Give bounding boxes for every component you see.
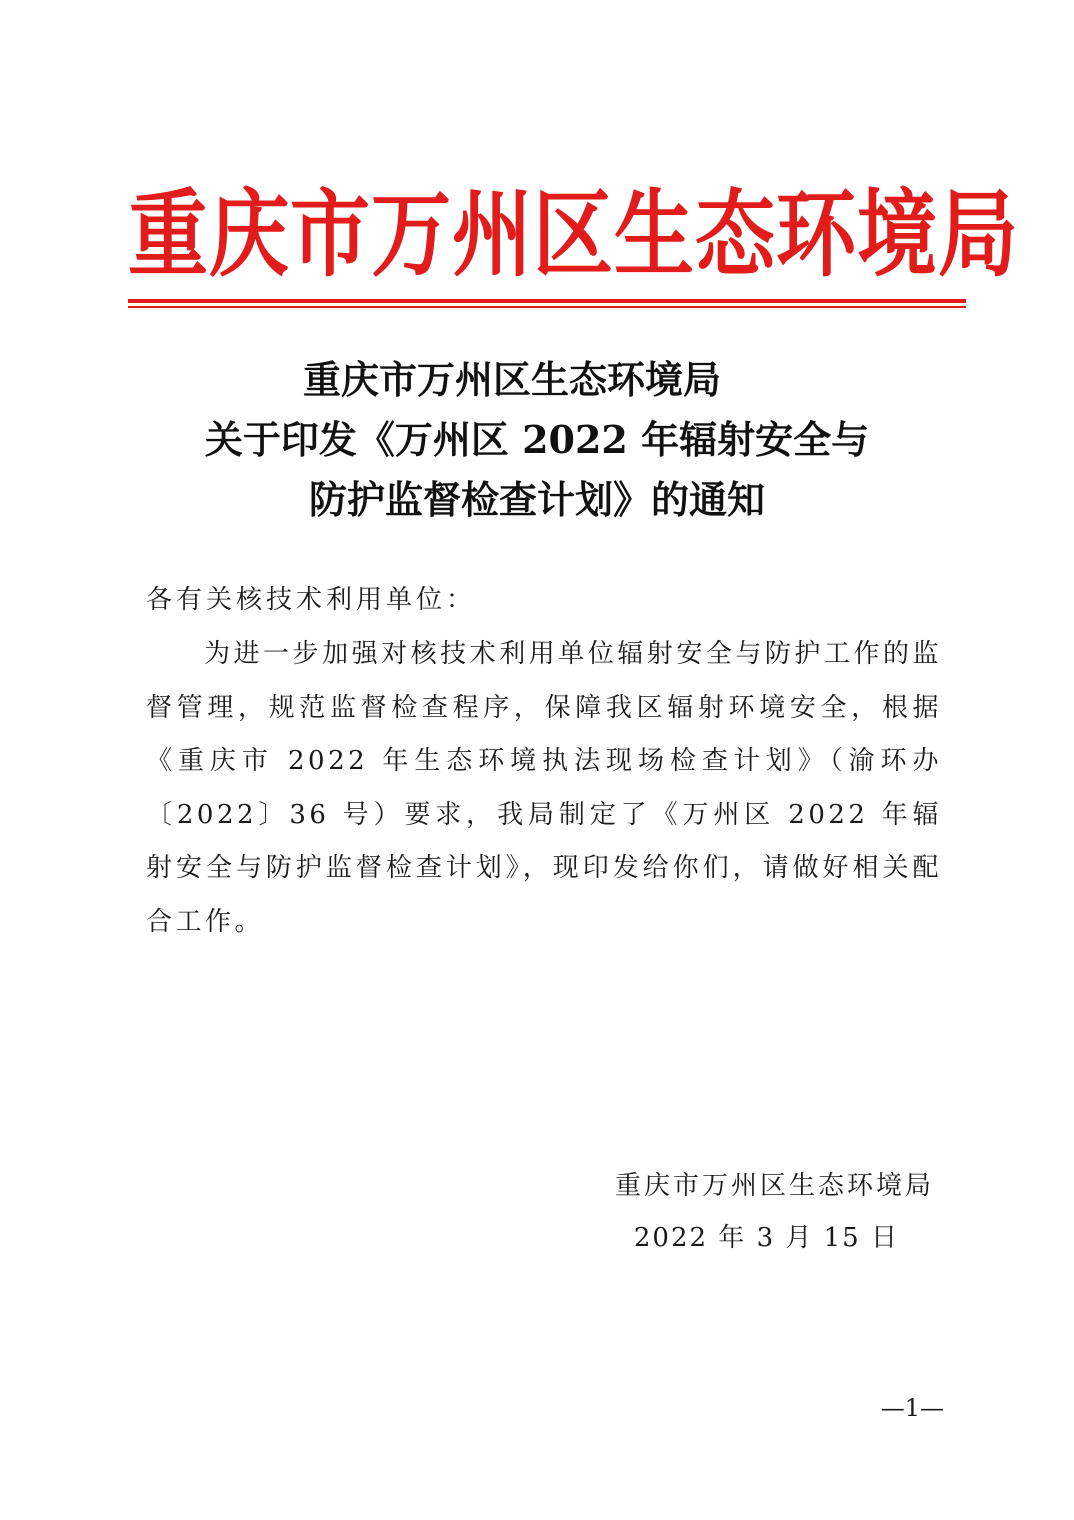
letterhead-title: 重庆市万州区生态环境局	[128, 179, 1019, 290]
title-line-1: 重庆市万州区生态环境局	[302, 357, 721, 402]
page-number: —1—	[880, 1394, 944, 1422]
body-paragraph: 为进一步加强对核技术利用单位辐射安全与防护工作的监督管理，规范监督检查程序，保障我区辐射环境安全，根据《重庆市 2022 年生态环境执法现场检查计划》（渝环办〔2022〕36 号）要求，我局制定了《万州区 2022 年辐射安全与防护监督检查计划》，现印发给你们，请做好相关配合工作。	[146, 639, 942, 937]
title-line-3: 防护监督检查计划》的通知	[308, 477, 765, 522]
signature-org: 重庆市万州区生态环境局	[614, 1171, 934, 1201]
document-title	[140, 350, 934, 530]
salutation: 各有关核技术利用单位：	[146, 585, 477, 615]
letterhead-rule-thin	[128, 306, 966, 308]
letterhead-rule-thick	[128, 299, 966, 303]
title-line-2: 关于印发《万州区 2022 年辐射安全与	[204, 417, 870, 462]
signature-date: 2022 年 3 月 15 日	[633, 1223, 899, 1253]
